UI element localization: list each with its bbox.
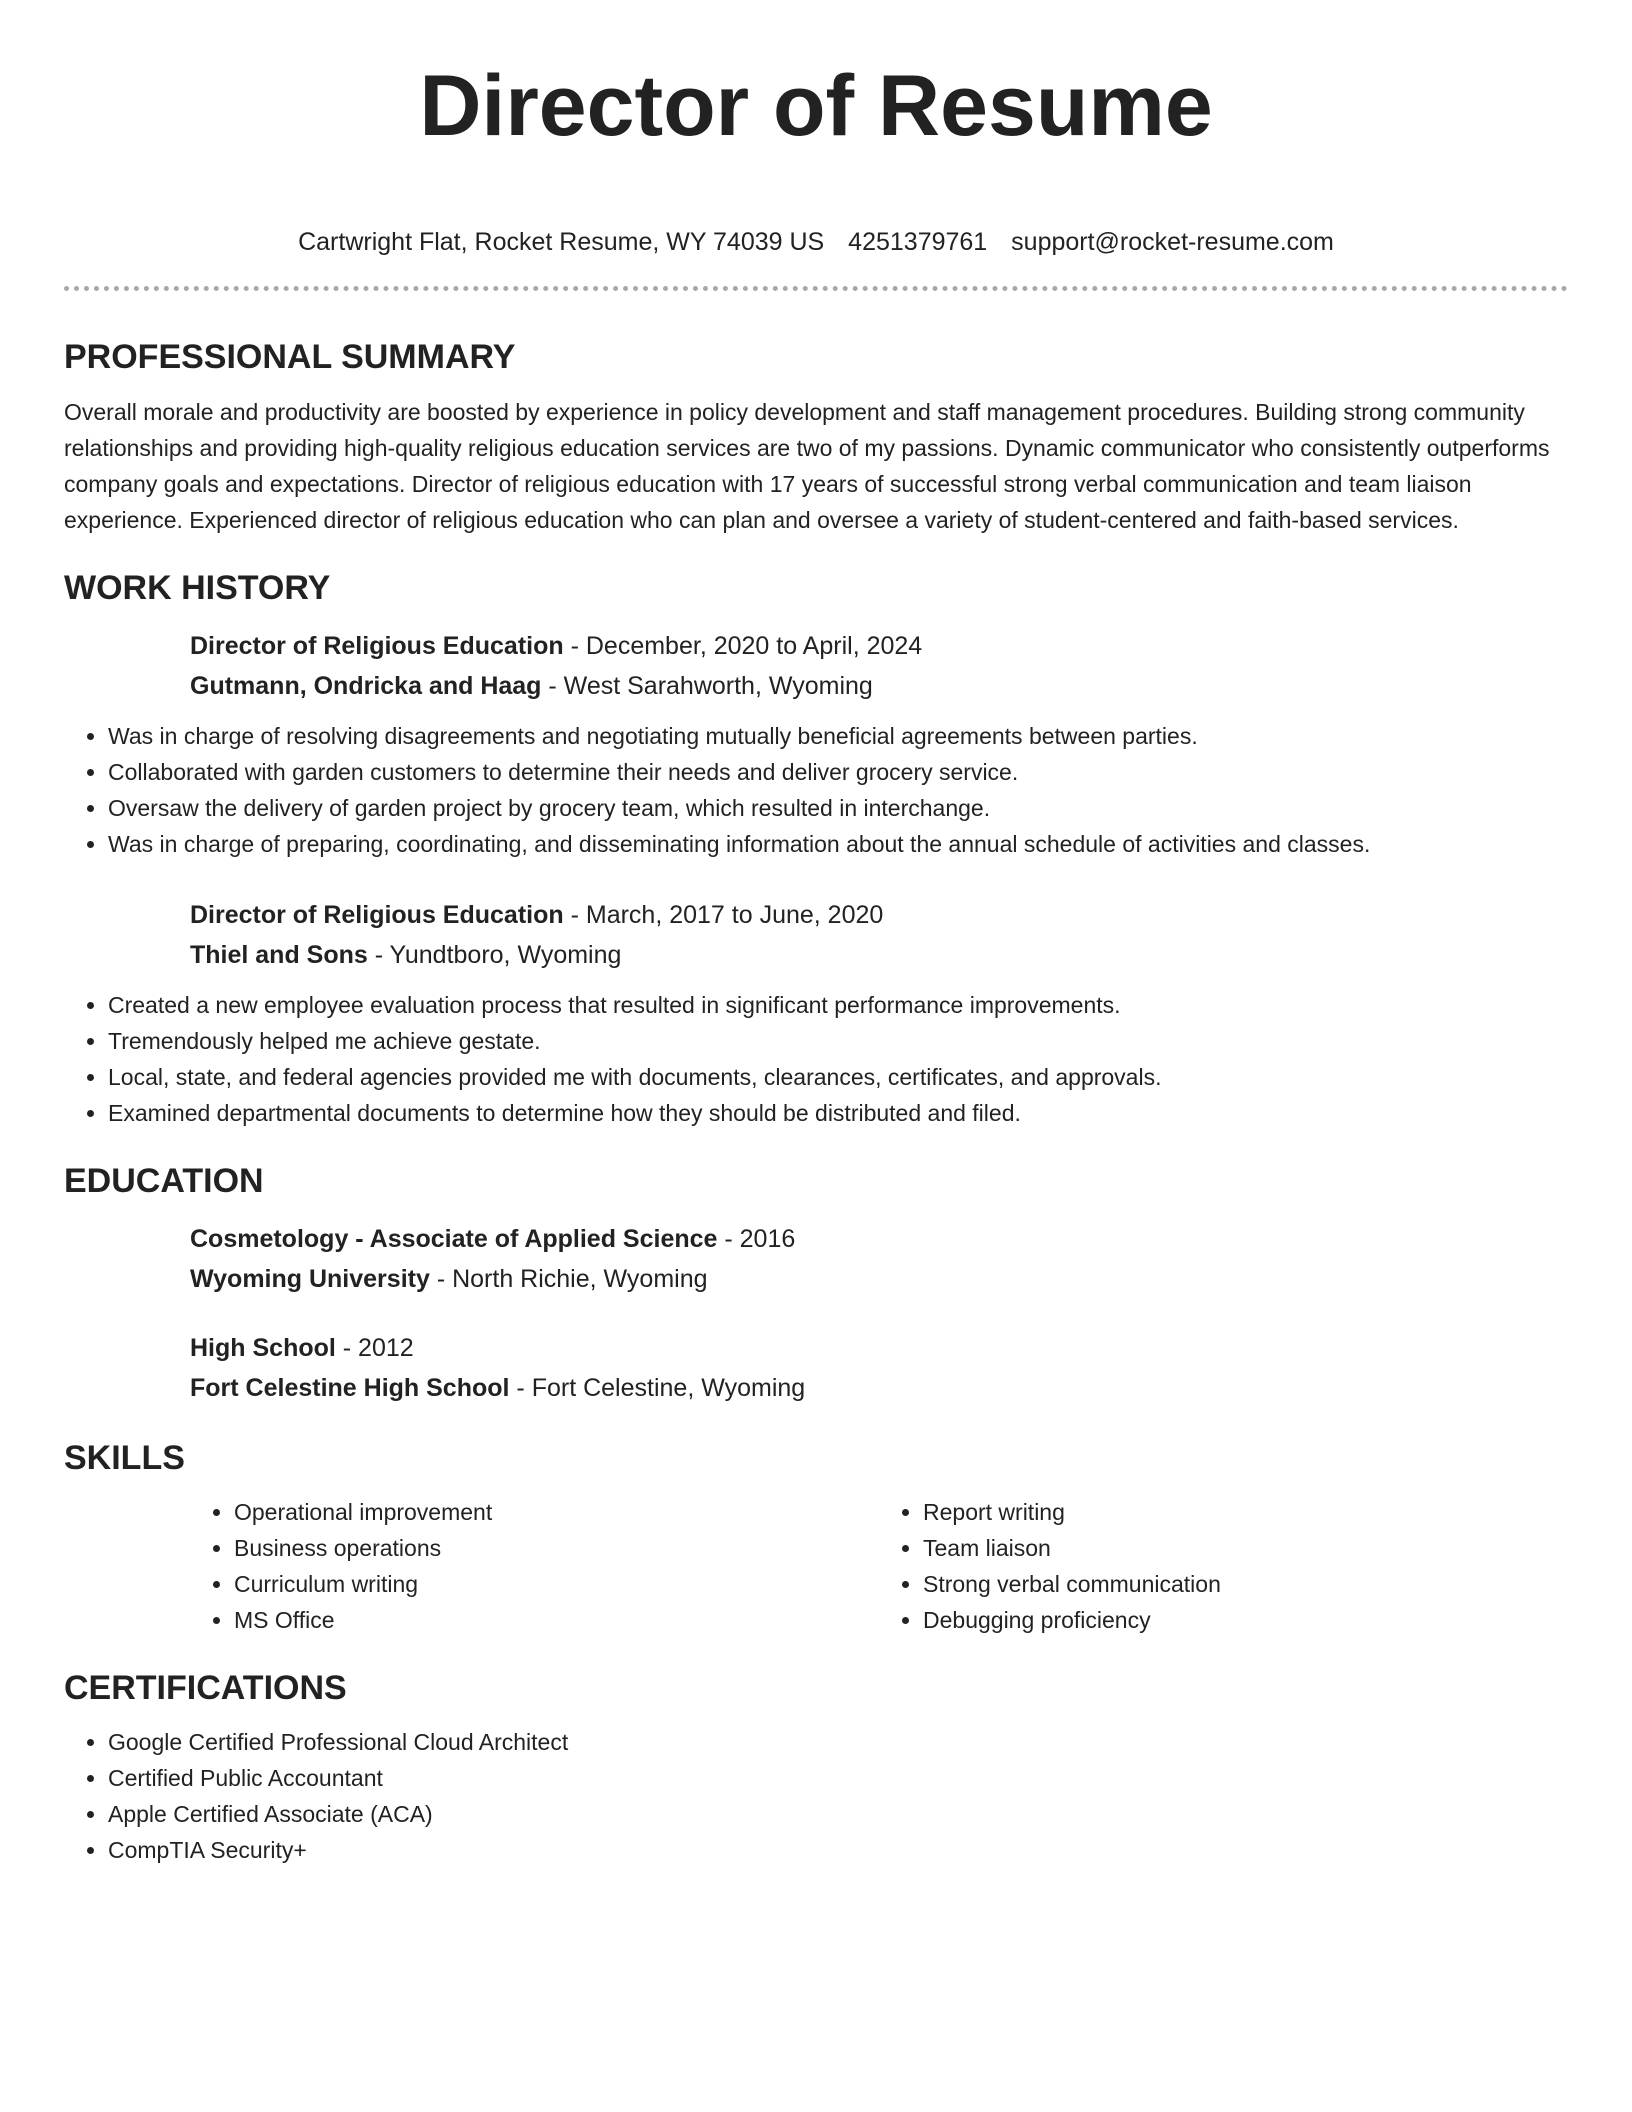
school-line [190, 1259, 1568, 1299]
list-item: • Report writing [923, 1494, 1568, 1530]
certifications-heading: CERTIFICATIONS [64, 1669, 347, 1707]
degree-year: - 2016 [717, 1225, 796, 1253]
list-item: • Collaborated with garden customers to determine their needs and deliver grocery service. [108, 754, 1568, 790]
list-item: • Team liaison [923, 1530, 1568, 1566]
job-company-line [190, 666, 1568, 706]
job-dates: - March, 2017 to June, 2020 [563, 901, 884, 929]
list-item: • Local, state, and federal agencies provided me with documents, clearances, certificates, and approvals. [108, 1059, 1568, 1095]
contact-phone: 4251379761 [848, 228, 988, 256]
certifications-list [64, 1724, 1568, 1868]
education-heading: EDUCATION [64, 1162, 264, 1200]
education-entry [190, 1219, 1568, 1299]
summary-heading: PROFESSIONAL SUMMARY [64, 338, 516, 376]
job-role: Director of Religious Education [190, 632, 564, 660]
contact-address: Cartwright Flat, Rocket Resume, WY 74039 US [298, 228, 825, 256]
resume-name: Director of Resume [419, 58, 1213, 154]
list-item: • Certified Public Accountant [108, 1760, 1568, 1796]
degree-name: Cosmetology - Associate of Applied Science [190, 1225, 718, 1253]
job-role: Director of Religious Education [190, 901, 564, 929]
job-company-line [190, 935, 1568, 975]
list-item: • Business operations [234, 1530, 879, 1566]
list-item: • Curriculum writing [234, 1566, 879, 1602]
contact-email: support@rocket-resume.com [1011, 228, 1334, 256]
header-divider [64, 286, 1568, 291]
work-history-heading: WORK HISTORY [64, 569, 331, 607]
job-bullets [64, 987, 1568, 1131]
school-location: - Fort Celestine, Wyoming [509, 1374, 806, 1402]
list-item: • Was in charge of resolving disagreements and negotiating mutually beneficial agreements between parties. [108, 718, 1568, 754]
school-location: - North Richie, Wyoming [429, 1265, 708, 1293]
list-item: • Oversaw the delivery of garden project by grocery team, which resulted in interchange. [108, 790, 1568, 826]
job-entry [190, 895, 1568, 975]
list-item: • Created a new employee evaluation process that resulted in significant performance improvements. [108, 987, 1568, 1023]
job-company: Gutmann, Ondricka and Haag [190, 672, 542, 700]
skills-list-left [190, 1494, 879, 1638]
degree-line [190, 1328, 1568, 1368]
job-location: - West Sarahworth, Wyoming [541, 672, 873, 700]
skills-heading: SKILLS [64, 1439, 185, 1477]
school-name: Wyoming University [190, 1265, 430, 1293]
job-dates: - December, 2020 to April, 2024 [563, 632, 923, 660]
education-entry [190, 1328, 1568, 1408]
summary-text: Overall morale and productivity are boosted by experience in policy development and staff management procedures. Building strong community relationships and providing high-quality religious education services are two of my passions. Dynamic communicator who consistently outperforms company goals and expectations. Director of religious education with 17 years of successful strong verbal communication and team liaison experience. Experienced director of religious education who can plan and oversee a variety of student-centered and faith-based services. [64, 399, 1550, 533]
job-bullets [64, 718, 1568, 862]
list-item: • Was in charge of preparing, coordinating, and disseminating information about the annual schedule of activities and classes. [108, 826, 1568, 862]
degree-name: High School [190, 1334, 336, 1362]
skills-list-right [879, 1494, 1568, 1638]
school-line [190, 1368, 1568, 1408]
job-title-line [190, 895, 1568, 935]
school-name: Fort Celestine High School [190, 1374, 510, 1402]
skills-columns [190, 1494, 1568, 1638]
list-item: • Tremendously helped me achieve gestate. [108, 1023, 1568, 1059]
list-item: • Debugging proficiency [923, 1602, 1568, 1638]
list-item: • Examined departmental documents to determine how they should be distributed and filed. [108, 1095, 1568, 1131]
list-item: • Apple Certified Associate (ACA) [108, 1796, 1568, 1832]
list-item: • CompTIA Security+ [108, 1832, 1568, 1868]
job-entry [190, 626, 1568, 706]
list-item: • MS Office [234, 1602, 879, 1638]
contact-line [64, 226, 1568, 258]
degree-line [190, 1219, 1568, 1259]
job-title-line [190, 626, 1568, 666]
job-location: - Yundtboro, Wyoming [367, 941, 622, 969]
list-item: • Strong verbal communication [923, 1566, 1568, 1602]
job-company: Thiel and Sons [190, 941, 368, 969]
list-item: • Operational improvement [234, 1494, 879, 1530]
list-item: • Google Certified Professional Cloud Architect [108, 1724, 1568, 1760]
degree-year: - 2012 [335, 1334, 414, 1362]
